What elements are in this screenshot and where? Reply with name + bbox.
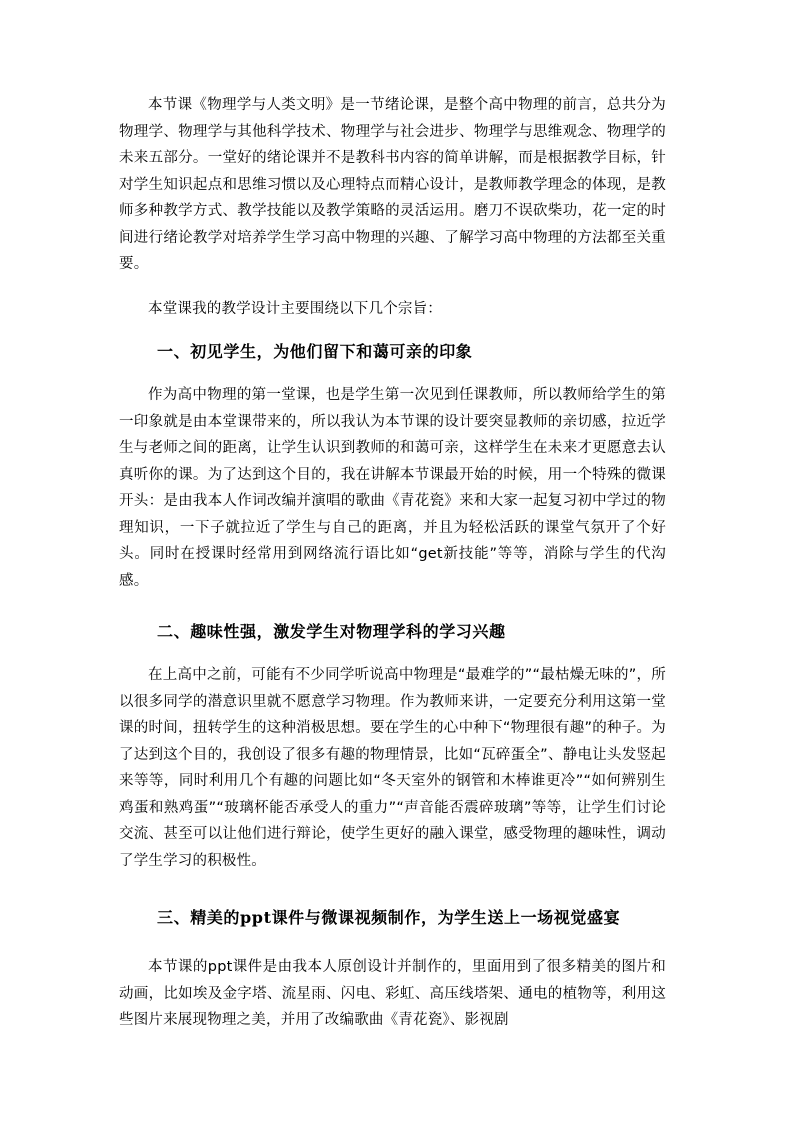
- section-2-heading: 二、趣味性强，激发学生对物理学科的学习兴趣: [157, 622, 506, 641]
- intro-paragraph: 本节课《物理学与人类文明》是一节绪论课，是整个高中物理的前言，总共分为物理学、物理学与其他科学技术、物理学与社会进步、物理学与思维观念、物理学的未来五部分。一堂好的绪论课并不是教科书内容的简单讲解，而是根据教学目标，针对学生知识起点和思维习惯以及心理特点而精心设计，是教师教学理念的体现，是教师多种教学方式、教学技能以及教学策略的灵活运用。磨刀不误砍柴功，花一定的时间进行绪论教学对培养学生学习高中物理的兴趣、了解学习高中物理的方法都至关重要。: [119, 97, 666, 272]
- section-1-heading: 一、初见学生，为他们留下和蔼可亲的印象: [157, 342, 473, 361]
- section-3-heading: 三、精美的ppt课件与微课视频制作，为学生送上一场视觉盛宴: [157, 908, 621, 927]
- intro-summary-line: 本堂课我的教学设计主要围绕以下几个宗旨：: [148, 300, 442, 317]
- section-1-body: 作为高中物理的第一堂课，也是学生第一次见到任课教师，所以教师给学生的第一印象就是由本堂课带来的，所以我认为本节课的设计要突显教师的亲切感，拉近学生与老师之间的距离，让学生认识到教师的和蔼可亲，这样学生在未来才更愿意去认真听你的课。为了达到这个目的，我在讲解本节课最开始的时候，用一个特殊的微课开头：是由我本人作词改编并演唱的歌曲《青花瓷》来和大家一起复习初中学过的物理知识，一下子就拉近了学生与自己的距离，并且为轻松活跃的课堂气氛开了个好头。同时在授课时经常用到网络流行语比如“get新技能”等等，消除与学生的代沟感。: [119, 387, 666, 589]
- document-page: [119, 92, 666, 1034]
- section-3-body: 本节课的ppt课件是由我本人原创设计并制作的，里面用到了很多精美的图片和动画，比如埃及金字塔、流星雨、闪电、彩虹、高压线塔架、通电的植物等，利用这些图片来展现物理之美，并用了改编歌曲《青花瓷》、影视剧: [119, 959, 666, 1028]
- section-2-body: 在上高中之前，可能有不少同学听说高中物理是“最难学的”“最枯燥无味的”，所以很多同学的潜意识里就不愿意学习物理。作为教师来讲，一定要充分利用这第一堂课的时间，扭转学生的这种消极思想。要在学生的心中种下“物理很有趣”的种子。为了达到这个目的，我创设了很多有趣的物理情景，比如“瓦碎蛋全”、静电让头发竖起来等等，同时利用几个有趣的问题比如“冬天室外的钢管和木棒谁更冷”“如何辨别生鸡蛋和熟鸡蛋”“玻璃杯能否承受人的重力”“声音能否震碎玻璃”等等，让学生们讨论交流、甚至可以让他们进行辩论，使学生更好的融入课堂，感受物理的趣味性，调动了学生学习的积极性。: [119, 667, 666, 869]
